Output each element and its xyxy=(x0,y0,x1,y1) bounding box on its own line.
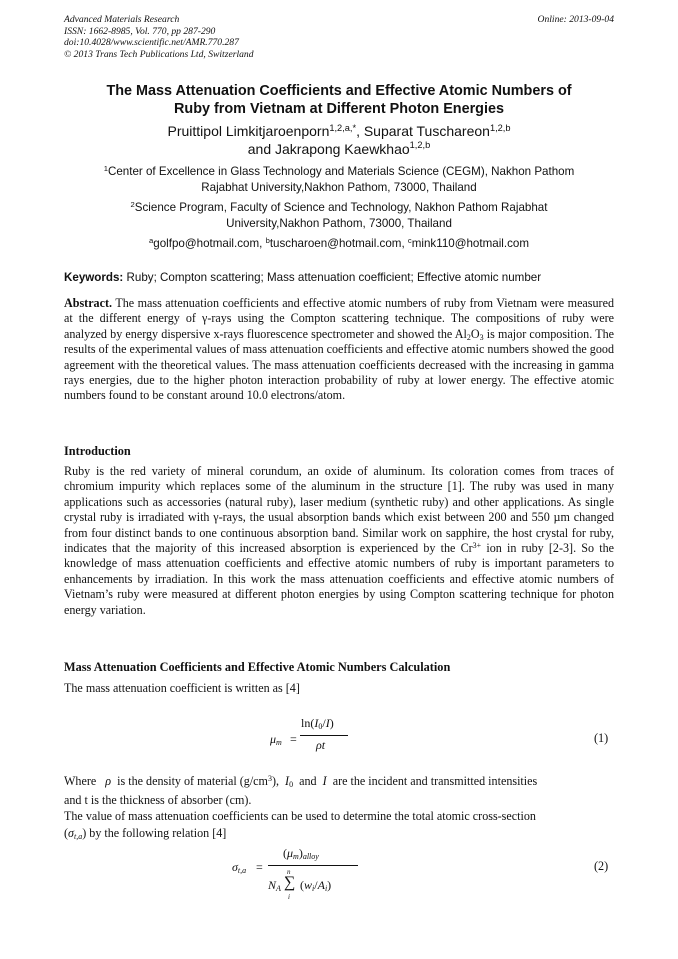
journal-name: Advanced Materials Research xyxy=(64,14,180,25)
doi-line: doi:10.4028/www.scientific.net/AMR.770.287 xyxy=(64,37,239,49)
author-2: Suparat Tuschareon xyxy=(363,123,490,139)
email-a: golfpo@hotmail.com, xyxy=(153,237,263,250)
title-line-2: Ruby from Vietnam at Different Photon Energies xyxy=(174,101,504,117)
cross-section-text-2: $(\sigma_{t,a})$ by the following relation [4] xyxy=(64,826,227,842)
introduction-text: Ruby is the red variety of mineral corundum, an oxide of aluminum. Its coloration comes from traces of chromium impurity which replaces some of the aluminum in the structure [1]. The ruby was used in many applications such as accessories (natural ruby), laser medium (synthetic ruby) and other applications. As single crystal ruby is irradiated with γ-rays, the usual absorption bands which exist between 200 and 550 µm changed from four distinct bands to one continuous absorption band. Similar work on sapphire, the host crystal for ruby, indicates that the majority of this increased absorption is experienced by the $Cr^{3+}$ ion in ruby [2-3]. So the knowledge of mass attenuation coefficients and effective atomic numbers of ruby is important parameters to enhancements by irradiation. In this work the mass attenuation coefficients and effective atomic numbers of Vietnam’s ruby were measured at different photon energies by using Compton scattering technique for photon energy variation. xyxy=(64,464,614,617)
author-list: Pruittipol Limkitjaroenporn$^{1,2,a,*}$, Suparat Tuschareon$^{1,2,b}$ and Jakrapong Kaewkhao$^{1,2,b}$ xyxy=(167,122,511,157)
issn-line: ISSN: 1662-8985, Vol. 770, pp 287-290 xyxy=(64,25,216,37)
equation-2-number: (2) xyxy=(594,859,609,873)
affiliation-1: $^1$Center of Excellence in Glass Technology and Materials Science (CEGM), Nakhon Pathom Rajabhat University,Nakhon Pathom, 73000, Thailand xyxy=(103,163,575,194)
title-line-1: The Mass Attenuation Coefficients and Effective Atomic Numbers of xyxy=(106,83,572,99)
email-b: tuscharoen@hotmail.com, xyxy=(269,237,405,250)
author-emails: $^a$golfpo@hotmail.com, $^b$tuscharoen@hotmail.com, $^c$mink110@hotmail.com xyxy=(149,235,529,250)
journal-header xyxy=(64,14,254,60)
cross-section-text-1: The value of mass attenuation coefficients can be used to determine the total atomic cross-section xyxy=(64,809,536,823)
paper-title xyxy=(64,82,614,118)
thickness-text: and t is the thickness of absorber (cm). xyxy=(64,793,252,807)
introduction-heading: Introduction xyxy=(64,444,131,458)
email-c: mink110@hotmail.com xyxy=(411,237,529,250)
author-2-affil: 1,2,b xyxy=(489,122,511,133)
where-text: Where ρ is the density of material $(g/cm^3)$, $I_0$ and I are the incident and transmitted intensities xyxy=(64,773,538,790)
author-3: and Jakrapong Kaewkhao xyxy=(247,140,410,157)
keywords-label: Keywords: xyxy=(64,271,124,284)
author-1-affil: 1,2,a,* xyxy=(329,122,357,133)
keywords-text: Ruby; Compton scattering; Mass attenuation coefficient; Effective atomic number xyxy=(126,271,542,284)
abstract: Abstract. The mass attenuation coefficients and effective atomic numbers of ruby from Vietnam were measured at the different energy of γ-rays using the Compton scattering technique. The compositions of ruby were analyzed by energy dispersive x-rays fluorescence spectrometer and showed the $Al_2O_3$ is major composition. The results of the experimental values of mass attenuation coefficients and effective atomic numbers showed the good agreement with the theoretical values. The mass attenuation coefficients decreased with the increasing in gamma rays energies, due to the higher photon interaction probability of ruby at lower energy. The effective atomic numbers found to be constant around 10.0 electrons/atom. xyxy=(64,296,614,403)
keywords xyxy=(64,270,614,285)
author-1: Pruittipol Limkitjaroenporn xyxy=(167,123,330,139)
online-date: Online: 2013-09-04 xyxy=(537,14,614,25)
equation-1-number: (1) xyxy=(594,731,609,745)
author-3-affil: 1,2,b xyxy=(409,140,431,151)
affiliation-2: $^2$Science Program, Faculty of Science and Technology, Nakhon Pathom Rajabhat University,Nakhon Pathom, 73000, Thailand xyxy=(130,199,548,230)
section-heading-calculation: Mass Attenuation Coefficients and Effective Atomic Numbers Calculation xyxy=(64,660,451,674)
copyright-line: © 2013 Trans Tech Publications Ltd, Switzerland xyxy=(64,48,254,60)
abstract-label: Abstract. xyxy=(64,296,113,310)
mass-attenuation-intro: The mass attenuation coefficient is written as [4] xyxy=(64,681,300,695)
